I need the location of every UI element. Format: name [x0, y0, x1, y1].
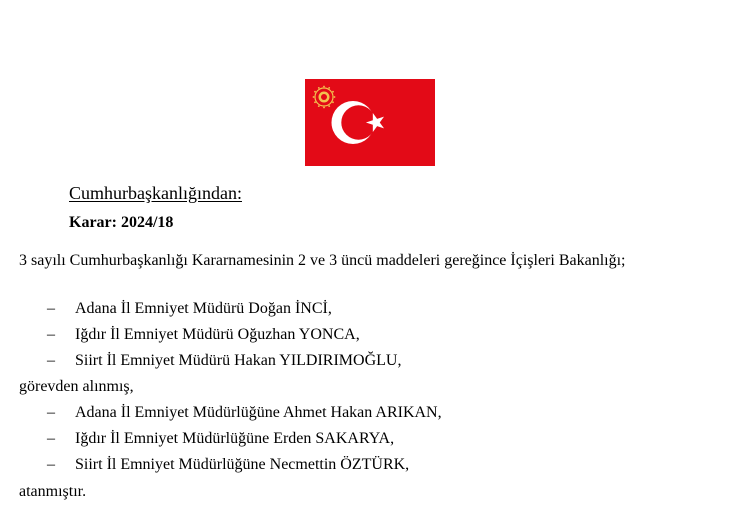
list-item-text: Adana İl Emniyet Müdürlüğüne Ahmet Hakan ARIKAN, [75, 404, 442, 421]
list-item [47, 297, 332, 320]
list-item-text: Adana İl Emniyet Müdürü Doğan İNCİ, [75, 300, 332, 317]
list-item [47, 427, 394, 450]
list-dash: – [47, 352, 55, 369]
list-item [47, 323, 360, 346]
list-dash: – [47, 300, 55, 317]
dismissed-statement: görevden alınmış, [19, 378, 134, 395]
list-item [47, 349, 401, 372]
issuer-heading: Cumhurbaşkanlığından: [69, 183, 242, 203]
turkish-flag [305, 79, 435, 166]
list-item [47, 453, 409, 476]
list-dash: – [47, 430, 55, 447]
flag-graphic [305, 79, 435, 166]
list-item-text: Siirt İl Emniyet Müdürü Hakan YILDIRIMOĞLU, [75, 352, 402, 369]
appointed-statement: atanmıştır. [19, 483, 87, 500]
list-item-text: Iğdır İl Emniyet Müdürü Oğuzhan YONCA, [75, 326, 360, 343]
decision-intro: 3 sayılı Cumhurbaşkanlığı Kararnamesinin 2 ve 3 üncü maddeleri gereğince İçişleri Bakanlığı; [19, 252, 626, 269]
list-item [47, 401, 442, 424]
list-dash: – [47, 326, 55, 343]
list-dash: – [47, 456, 55, 473]
list-item-text: Iğdır İl Emniyet Müdürlüğüne Erden SAKARYA, [75, 430, 395, 447]
list-item-text: Siirt İl Emniyet Müdürlüğüne Necmettin ÖZTÜRK, [75, 456, 410, 473]
decision-number: Karar: 2024/18 [69, 214, 174, 231]
list-dash: – [47, 404, 55, 421]
